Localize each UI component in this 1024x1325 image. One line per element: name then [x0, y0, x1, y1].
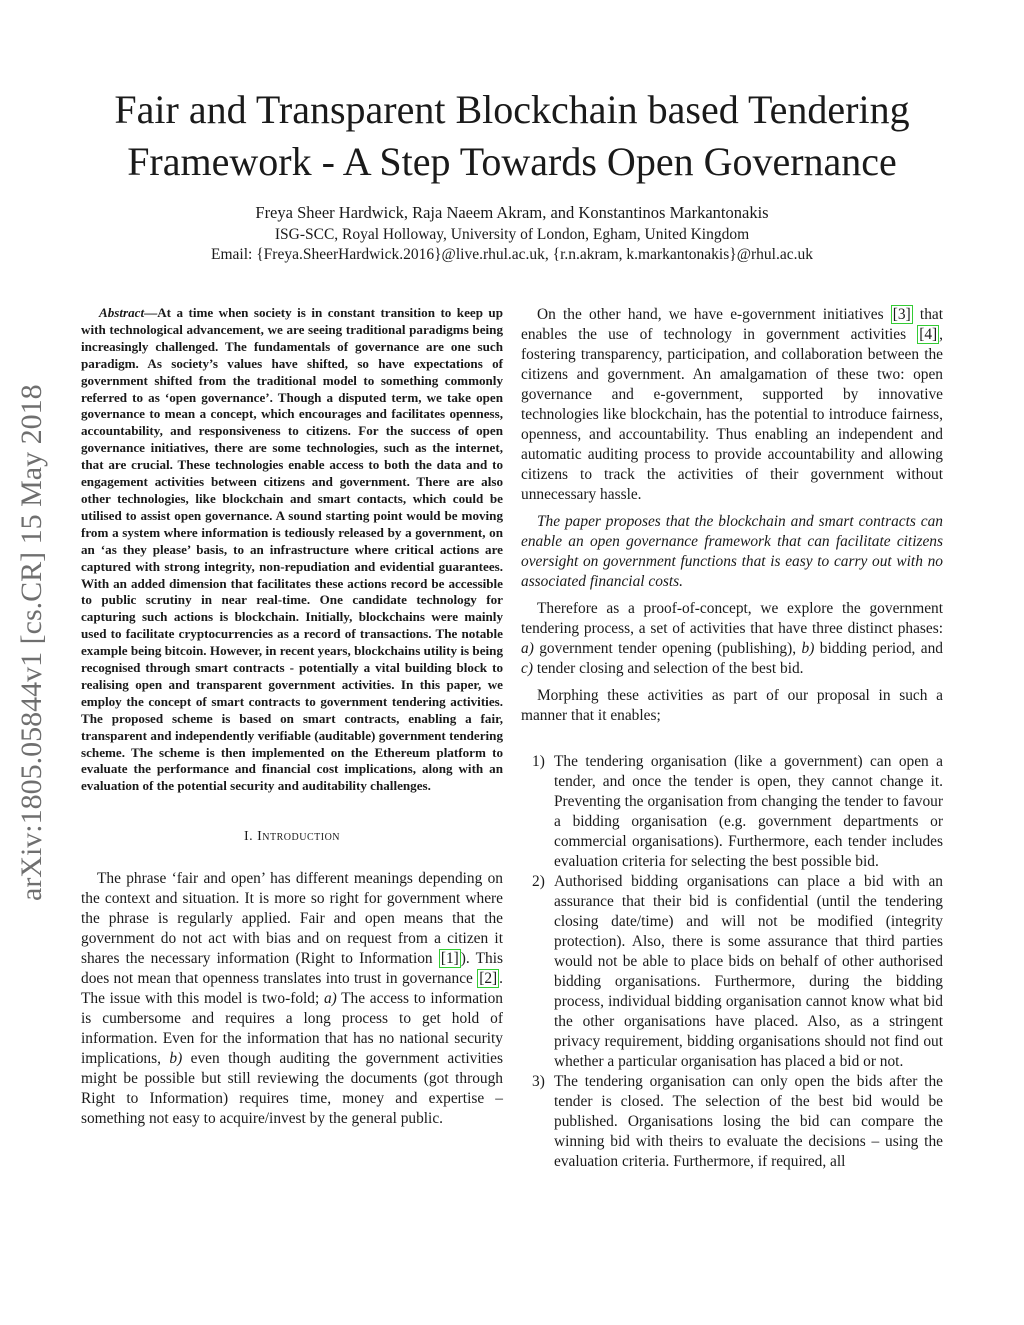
tendering-paragraph [521, 599, 943, 679]
tender-label-a: a) [521, 640, 534, 657]
email-line: Email: {Freya.SheerHardwick.2016}@live.rhul.ac.uk, {r.n.akram, k.markantonakis}@rhul.ac.uk [211, 246, 813, 263]
list-item [521, 752, 943, 872]
list-item [521, 1072, 943, 1172]
intro-text-e: even though auditing the government activities might be possible but still reviewing the documents (got through Right to Information) requires time, money and expertise – something not easy to acquire/invest by the general public. [81, 1050, 503, 1128]
tender-text-d: tender closing and selection of the best bid. [532, 660, 804, 677]
morphing-paragraph: Morphing these activities as part of our proposal in such a manner that it enables; [521, 687, 943, 724]
tender-text-a: Therefore as a proof-of-concept, we explore the government tendering process, a set of activities that have three distinct phases: [521, 600, 943, 637]
intro-text-d: The access to information is cumbersome and requires a long process to get hold of information. Even for the information that has no national security implications, [81, 990, 503, 1068]
tender-text-c: bidding period, and [814, 640, 943, 657]
abstract-text: At a time when society is in constant transition to keep up with technological advancement, we are seeing traditional paradigms being increasingly challenged. The fundamentals of governance are one such paradigm. As society’s values have shifted, so have expectations of government shifted from the traditional model to something commonly referred to as ‘open governance’. Though a disputed term, we take open governance to mean a concept, which encourages and facilitates openness, accountability, and responsiveness to citizens. For the success of open governance initiatives, there are some technologies, such as the internet, that are crucial. These technologies enable access to both the data and to engagement activities between citizens and government. There are also other technologies, like blockchain and smart contacts, which could be utilised to assist open governance. A sound starting point would be moving from a system where information is tediously released by a government, on an ‘as they please’ basis, to an infrastructure where critical actions are captured with strong integrity, non-repudiation and evidential guarantees. With an added dimension that facilitates these actions record be accessible to public scrutiny in near real-time. One candidate technology for capturing such actions is blockchain. Initially, blockchains were mainly used to facilitate cryptocurrencies as a record of transactions. The notable example being bitcoin. However, in recent years, blockchains utility is being recognised through smart contracts - potentially a vital building block to realising open and transparent government activities. In this paper, we employ the concept of smart contracts to government tendering activities. The proposed scheme is based on smart contracts, enabling a fair, transparent and independently verifiable (auditable) government tendering scheme. The scheme is then implemented on the Ethereum platform to evaluate the performance and financial cost implications, along with an evaluation of the potential security and auditability challenges. [81, 305, 503, 794]
list-item-number: 2) [532, 873, 545, 890]
intro-paragraph [81, 869, 503, 1129]
intro-text-a: The phrase ‘fair and open’ has different meanings depending on the context and situation. It is more so right for government where the phrase is regularly applied. Fair and open means that the government do not act with bias and on request from a citizen it shares the necessary information (Right to Information [81, 870, 503, 968]
list-item [521, 872, 943, 1072]
list-item-text: The tendering organisation (like a government) can open a tender, and once the tender is open, they cannot change it. Preventing the organisation from changing the tender to favour a bidding organisation (e.g. government departments or commercial organisations). Furthermore, each tender includes evaluation criteria for selecting the best possible bid. [554, 753, 943, 870]
section-title: Introduction [257, 829, 341, 845]
citation-link-3[interactable]: [3] [892, 306, 911, 323]
egov-text-c: , fostering transparency, participation, and collaboration between the citizens and government. An amalgamation of these two: open governance and e-government, supported by innovative technologies like blockchain, has the potential to introduce fairness, openness, and accountability. Thus enabling an independent and automatic auditing process to provide accountability and allowing citizens to track the activities of their government without unnecessary hassle. [521, 326, 943, 503]
tender-label-c: c) [521, 660, 533, 677]
citation-link-2[interactable]: [2] [479, 970, 498, 988]
intro-label-a: a) [323, 990, 337, 1008]
list-item-text: Authorised bidding organisations can place a bid with an assurance that their bid is confidential (until the tendering closing date/time) and will not be modified (integrity protection). Also, there is some assurance that third parties would not be able to place bids on behalf of other authorised bidding organisations. Furthermore, during the bidding process, individual bidding organisation cannot know what bid the other organisations have placed. Also, as a stringent privacy requirement, bidding organisations should not find out whether a particular organisation has placed a bid or not. [554, 873, 943, 1070]
list-item-number: 1) [532, 753, 545, 770]
author-list: Freya Sheer Hardwick, Raja Naeem Akram, and Konstantinos Markantonakis [255, 203, 769, 222]
citation-link-1[interactable]: [1] [440, 950, 459, 968]
left-column [81, 305, 503, 1136]
paper-title: Fair and Transparent Blockchain based Tendering Framework - A Step Towards Open Governance [114, 87, 910, 184]
abstract [81, 305, 503, 795]
arxiv-identifier: arXiv:1805.05844v1 [cs.CR] 15 May 2018 [15, 384, 48, 902]
tender-label-b: b) [801, 640, 815, 657]
section-heading-introduction [81, 829, 503, 845]
intro-text-c: . The issue with this model is two-fold; [81, 970, 503, 1008]
egov-text-b: that enables the use of technology in government activities [521, 306, 943, 343]
list-item-text: The tendering organisation can only open the bids after the tender is closed. The selection of the best bid would be published. Organisations losing the bid can compare the winning bid with theirs to evaluate the decisions – using the evaluation criteria. Furthermore, if required, all [554, 1073, 943, 1170]
abstract-dash: — [144, 305, 158, 320]
egov-paragraph [521, 305, 943, 505]
proposal-paragraph: The paper proposes that the blockchain and smart contracts can enable an open governance framework that can facilitate citizens oversight on government functions that is easy to carry out with no associated financial costs. [521, 513, 943, 590]
citation-link-4[interactable]: [4] [919, 326, 938, 343]
affiliation: ISG-SCC, Royal Holloway, University of London, Egham, United Kingdom [274, 226, 750, 243]
list-item-number: 3) [532, 1073, 545, 1090]
section-number: I. [243, 829, 254, 845]
abstract-label: Abstract [99, 305, 145, 320]
requirements-list [521, 752, 943, 1172]
right-column [521, 305, 943, 1172]
egov-text-a: On the other hand, we have e-government initiatives [537, 306, 891, 323]
tender-text-b: government tender opening (publishing), [533, 640, 802, 657]
intro-text-b: ). This does not mean that openness translates into trust in governance [81, 950, 503, 988]
intro-label-b: b) [169, 1050, 183, 1068]
